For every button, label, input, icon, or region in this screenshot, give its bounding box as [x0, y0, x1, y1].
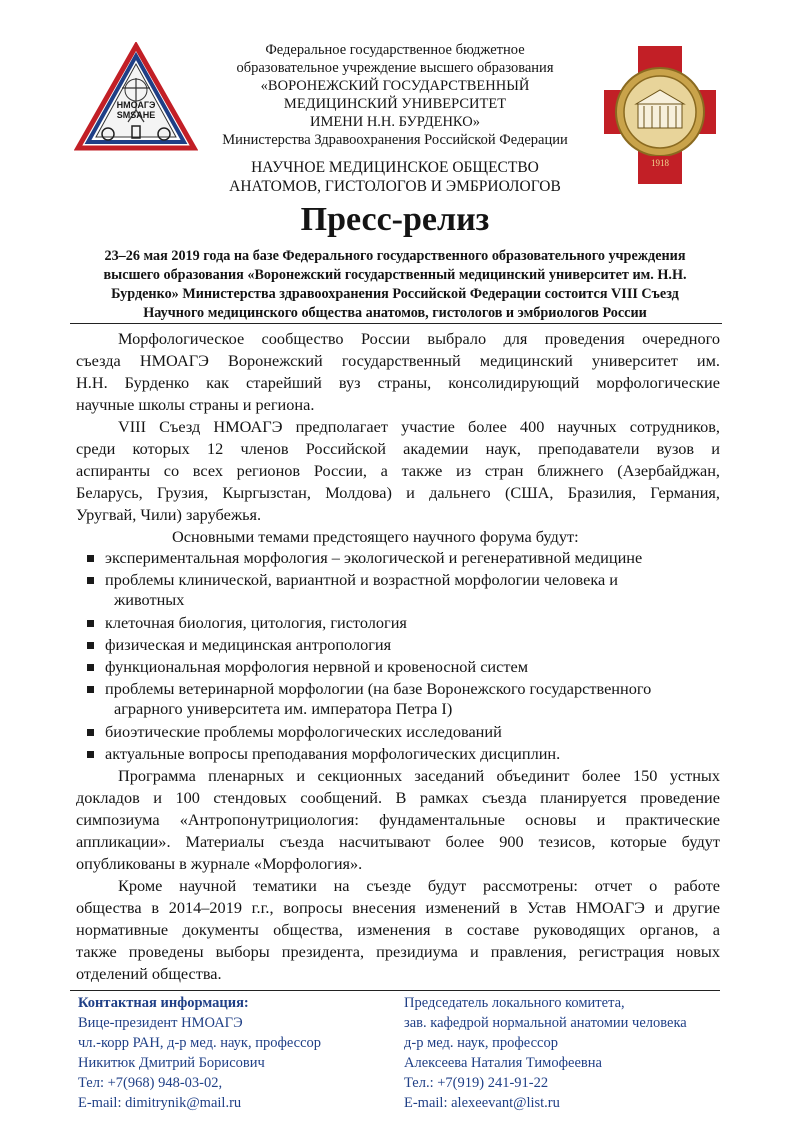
society-logo	[74, 42, 198, 154]
paragraph-2-line-2: среди которых 12 членов Российской академии наук, преподаватели вузов и	[76, 439, 720, 458]
themes-intro: Основными темами предстоящего научного форума будут:	[172, 527, 579, 546]
contact-left-email[interactable]: E-mail: dimitrynik@mail.ru	[78, 1095, 242, 1111]
theme-item: проблемы ветеринарной морфологии (на базе Воронежского государственного	[105, 679, 652, 698]
bullet-marker	[87, 686, 94, 693]
bullet-marker	[87, 577, 94, 584]
contacts-rule	[70, 990, 720, 991]
theme-item: физическая и медицинская антропология	[105, 635, 392, 654]
paragraph-2-line-4: Беларусь, Грузия, Кыргызстан, Молдова) и дальнего (США, Бразилия, Германия,	[76, 483, 720, 502]
contact-right-email[interactable]: E-mail: alexeevant@list.ru	[404, 1095, 560, 1111]
contact-right-line: Алексеева Наталия Тимофеевна	[404, 1055, 602, 1071]
theme-item-continuation: аграрного университета им. императора Петра I)	[114, 699, 453, 718]
paragraph-2-line-1: VIII Съезд НМОАГЭ предполагает участие более 400 научных сотрудников,	[118, 417, 720, 436]
contact-right-phone: Тел.: +7(919) 241-91-22	[404, 1075, 549, 1091]
contact-left-line: Никитюк Дмитрий Борисович	[78, 1055, 265, 1071]
page-title: Пресс-релиз	[300, 201, 490, 238]
bullet-marker	[87, 729, 94, 736]
header-line-3: «ВОРОНЕЖСКИЙ ГОСУДАРСТВЕННЫЙ	[260, 78, 530, 94]
paragraph-1-line-3: Н.Н. Бурденко как старейший вуз страны, консолидирующий морфологические	[76, 373, 720, 392]
bullet-marker	[87, 620, 94, 627]
header-line-2: образовательное учреждение высшего образования	[236, 60, 554, 76]
society-name-line-1: НАУЧНОЕ МЕДИЦИНСКОЕ ОБЩЕСТВО	[251, 159, 539, 176]
contact-right-line: зав. кафедрой нормальной анатомии человека	[404, 1015, 687, 1031]
theme-item-continuation: животных	[114, 590, 185, 609]
subtitle-line-2: высшего образования «Воронежский государственный медицинский университет им. Н.Н.	[103, 267, 687, 283]
bullet-marker	[87, 642, 94, 649]
emblem-year: 1918	[651, 158, 669, 168]
contact-left-line: Вице-президент НМОАГЭ	[78, 1015, 243, 1031]
header-line-1: Федеральное государственное бюджетное	[265, 42, 525, 58]
subtitle-line-3: Бурденко» Министерства здравоохранения Российской Федерации состоится VIII Съезд	[111, 286, 679, 302]
paragraph-4-line-2: общества в 2014–2019 г.г., вопросы внесения изменений в Устав НМОАГЭ и другие	[76, 898, 720, 917]
theme-item: актуальные вопросы преподавания морфологических дисциплин.	[105, 744, 561, 763]
paragraph-4-line-1: Кроме научной тематики на съезде будут рассмотрены: отчет о работе	[118, 876, 720, 895]
theme-item: клеточная биология, цитология, гистология	[105, 613, 407, 632]
paragraph-4-line-5: отделений общества.	[76, 964, 222, 983]
subtitle-line-1: 23–26 мая 2019 года на базе Федерального государственного образовательного учреждения	[104, 248, 686, 264]
theme-item: биоэтические проблемы морфологических исследований	[105, 722, 502, 741]
paragraph-2-line-3: аспиранты со всех регионов России, а также из стран ближнего (Азербайджан,	[76, 461, 720, 480]
bullet-marker	[87, 664, 94, 671]
contact-right-line: д-р мед. наук, профессор	[404, 1035, 558, 1051]
paragraph-3-line-4: аппликации». Материалы съезда насчитывают более 900 тезисов, которые будут	[76, 832, 720, 851]
paragraph-1-line-4: научные школы страны и региона.	[76, 395, 315, 414]
paragraph-3-line-1: Программа пленарных и секционных заседаний объединит более 150 устных	[118, 766, 720, 785]
paragraph-3-line-3: симпозиума «Антропонутрициология: фундаментальные основы и практические	[76, 810, 720, 829]
theme-item: проблемы клинической, вариантной и возрастной морфологии человека и	[105, 570, 619, 589]
logo-text-top: НМОАГЭ	[116, 100, 156, 110]
header-line-5: ИМЕНИ Н.Н. БУРДЕНКО»	[310, 114, 480, 130]
paragraph-1-line-1: Морфологическое сообщество России выбрало для проведения очередного	[118, 329, 720, 348]
contact-right-line: Председатель локального комитета,	[404, 995, 625, 1011]
paragraph-4-line-4: также проведены выборы президента, президиума и правления, регистрация новых	[76, 942, 720, 961]
theme-item: экспериментальная морфология – экологической и регенеративной медицине	[105, 548, 643, 567]
logo-text-bottom: SMSAHE	[116, 110, 156, 120]
paragraph-3-line-5: опубликованы в журнале «Морфология».	[76, 854, 363, 873]
bullet-marker	[87, 555, 94, 562]
contact-heading: Контактная информация:	[78, 995, 249, 1011]
subtitle-rule	[70, 323, 722, 324]
header-line-6: Министерства Здравоохранения Российской Федерации	[222, 132, 568, 148]
university-emblem	[600, 40, 720, 190]
contact-left-line: чл.-корр РАН, д-р мед. наук, профессор	[78, 1035, 322, 1051]
society-name-line-2: АНАТОМОВ, ГИСТОЛОГОВ И ЭМБРИОЛОГОВ	[229, 178, 561, 195]
header-line-4: МЕДИЦИНСКИЙ УНИВЕРСИТЕТ	[283, 96, 507, 112]
paragraph-3-line-2: докладов и 100 стендовых сообщений. В рамках съезда планируется проведение	[76, 788, 720, 807]
contact-left-phone: Тел: +7(968) 948-03-02,	[78, 1075, 223, 1091]
subtitle-line-4: Научного медицинского общества анатомов, гистологов и эмбриологов России	[143, 305, 647, 321]
bullet-marker	[87, 751, 94, 758]
paragraph-4-line-3: нормативные документы общества, изменения в составе руководящих органов, а	[76, 920, 720, 939]
paragraph-2-line-5: Уругвай, Чили) зарубежья.	[76, 505, 262, 524]
paragraph-1-line-2: съезда НМОАГЭ Воронежский государственный медицинский университет им.	[76, 351, 720, 370]
theme-item: функциональная морфология нервной и кровеносной систем	[105, 657, 529, 676]
